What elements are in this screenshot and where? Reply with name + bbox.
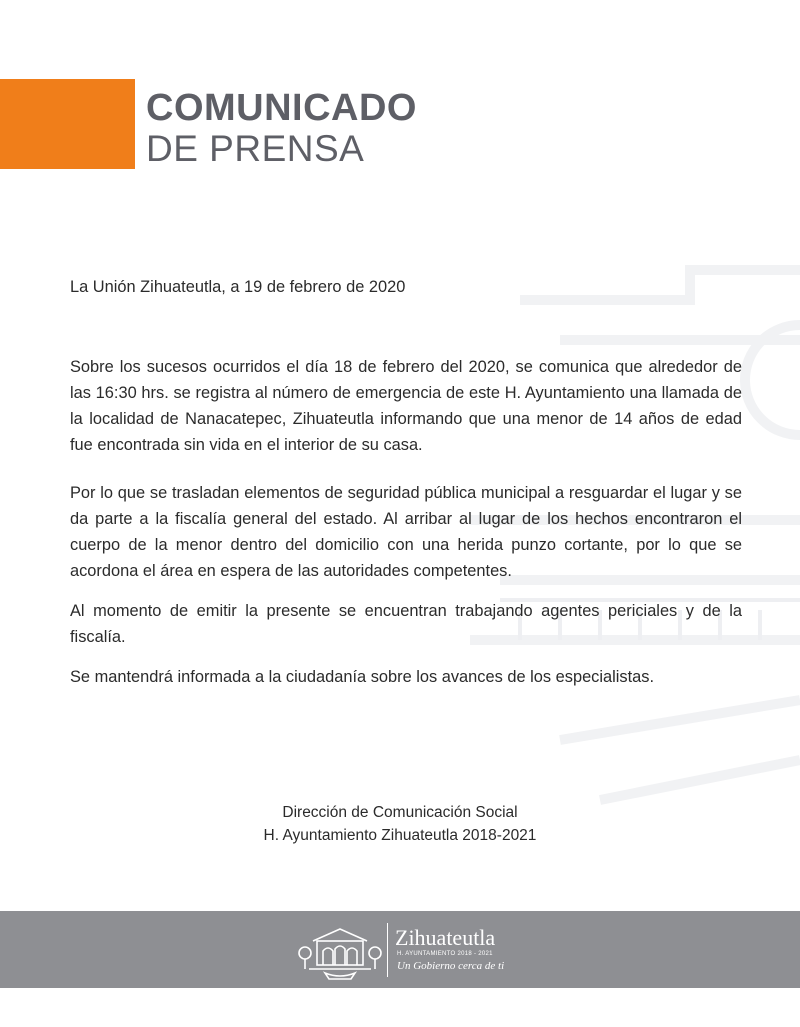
signature-block	[0, 801, 800, 847]
paragraph	[70, 354, 742, 458]
paragraph	[70, 480, 742, 584]
paragraph-text: Por lo que se trasladan elementos de seguridad pública municipal a resguardar el lugar y se da parte a la fiscalía general del estado. Al arribar al lugar de los hechos encontraron el cuerpo de la menor dentro del domicilio con una herida punzo cortante, por lo que se acordona el área en espera de las autoridades competentes.	[70, 484, 742, 580]
logo-slogan: Un Gobierno cerca de ti	[397, 960, 505, 972]
logo-name: Zihuateutla	[395, 925, 496, 950]
paragraph-text: Al momento de emitir la presente se encuentran trabajando agentes periciales y de la fiscalía.	[70, 602, 742, 646]
town-hall-emblem-icon	[295, 917, 385, 983]
dateline: La Unión Zihuateutla, a 19 de febrero de 2020	[70, 278, 406, 296]
paragraph	[70, 598, 742, 650]
header-accent-block	[0, 79, 135, 169]
paragraph-text: Sobre los sucesos ocurridos el día 18 de febrero del 2020, se comunica que alrededor de las 16:30 hrs. se registra al número de emergencia de este H. Ayuntamiento una llamada de la localidad de Nanacatepec, Zihuateutla informando que una menor de 14 años de edad fue encontrada sin vida en el interior de su casa.	[70, 358, 742, 454]
paragraph	[70, 664, 742, 690]
page-title: COMUNICADO	[146, 87, 417, 129]
page-subtitle: DE PRENSA	[146, 128, 365, 169]
signature-institution: H. Ayuntamiento Zihuateutla 2018-2021	[263, 827, 537, 844]
logo-divider	[387, 923, 388, 977]
footer-logo	[295, 917, 515, 983]
signature-department: Dirección de Comunicación Social	[282, 804, 518, 821]
logo-subtitle: H. AYUNTAMIENTO 2018 - 2021	[397, 951, 493, 957]
paragraph-text: Se mantendrá informada a la ciudadanía sobre los avances de los especialistas.	[70, 668, 655, 686]
